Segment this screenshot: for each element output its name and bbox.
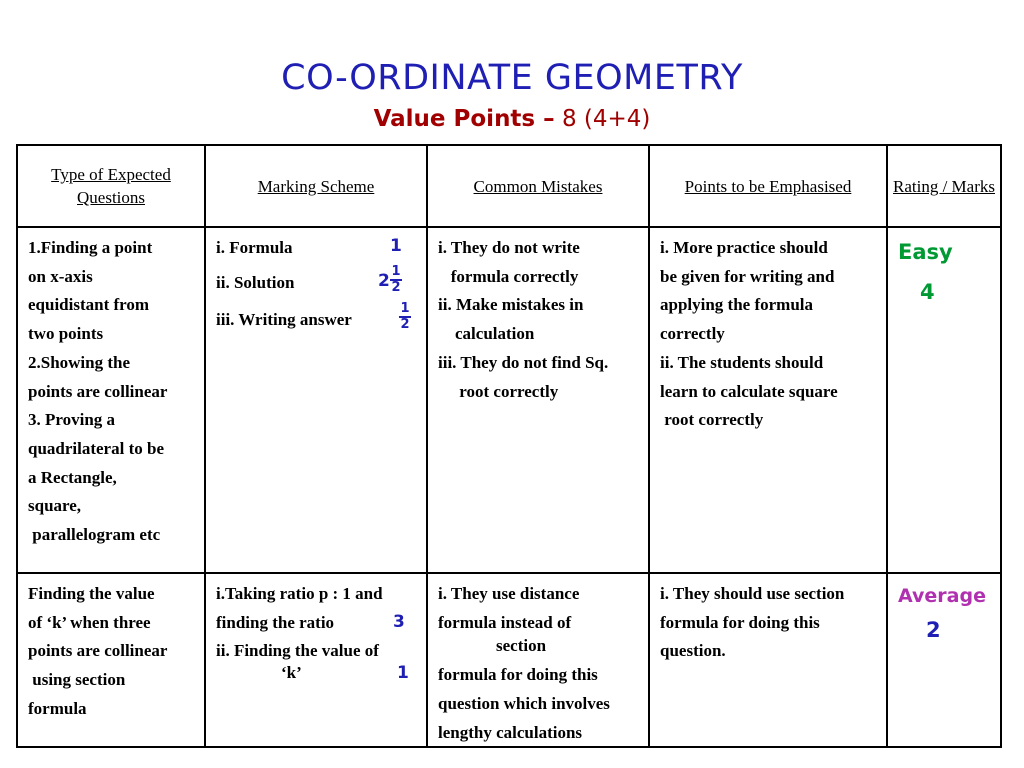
mistake-line: iii. They do not find Sq. <box>438 353 609 372</box>
fraction-denominator: 2 <box>400 317 410 332</box>
scheme-line: i.Taking ratio p : 1 and <box>216 584 383 603</box>
header-marking-scheme: Marking Scheme <box>205 145 427 227</box>
question-line: square, <box>28 496 82 515</box>
scheme-mark-whole: 2 <box>378 271 390 291</box>
scheme-mark: 1 <box>390 236 402 256</box>
table-row <box>17 227 1001 573</box>
question-line: formula <box>28 699 87 718</box>
question-line: points are collinear <box>28 382 168 401</box>
mistake-line: formula for doing this <box>438 665 598 684</box>
header-questions: Type of Expected Questions <box>17 145 205 227</box>
mistake-line: i. They do not write <box>438 238 580 257</box>
rating-marks: 4 <box>920 280 935 304</box>
mistake-line: lengthy calculations <box>438 723 583 742</box>
scheme-mark-fraction <box>399 303 411 331</box>
page-title: CO-ORDINATE GEOMETRY <box>281 58 743 98</box>
mistake-line: question which involves <box>438 694 610 713</box>
scheme-line: iii. Writing answer <box>216 310 352 329</box>
value-points-value: 8 (4+4) <box>561 106 651 132</box>
page-subtitle <box>0 106 1024 132</box>
fraction-numerator: 1 <box>400 301 410 316</box>
question-line: equidistant from <box>28 295 150 314</box>
rating-level: Easy <box>898 240 953 264</box>
mistake-line: calculation <box>438 324 535 343</box>
scheme-line: finding the ratio <box>216 613 335 632</box>
emphasis-line: ii. The students should <box>660 353 824 372</box>
mistake-line: root correctly <box>438 382 559 401</box>
question-line: quadrilateral to be <box>28 439 164 458</box>
scheme-line: ii. Finding the value of <box>216 641 379 660</box>
question-line: on x-axis <box>28 267 93 286</box>
questions-cell <box>18 228 204 572</box>
header-points-emphasised: Points to be Emphasised <box>649 145 887 227</box>
rating-marks: 2 <box>926 618 941 642</box>
question-line: 2.Showing the <box>28 353 131 372</box>
rating-cell <box>888 574 1000 746</box>
emphasis-line: be given for writing and <box>660 267 835 286</box>
points-emphasised-cell <box>650 228 886 572</box>
question-line: two points <box>28 324 104 343</box>
question-line: using section <box>28 670 126 689</box>
scheme-line: ii. Solution <box>216 273 295 292</box>
emphasis-line: i. More practice should <box>660 238 828 257</box>
scheme-line: ‘k’ <box>281 663 302 682</box>
scheme-mark: 3 <box>393 612 405 632</box>
question-line: 1.Finding a point <box>28 238 153 257</box>
question-line: parallelogram etc <box>28 525 161 544</box>
emphasis-line: question. <box>660 641 726 660</box>
emphasis-line: formula for doing this <box>660 613 820 632</box>
mistake-line: ii. Make mistakes in <box>438 295 584 314</box>
scheme-line: i. Formula <box>216 238 293 257</box>
marking-scheme-cell <box>206 574 426 746</box>
rating-cell <box>888 228 1000 572</box>
question-line: a Rectangle, <box>28 468 117 487</box>
question-line: 3. Proving a <box>28 410 116 429</box>
header-common-mistakes: Common Mistakes <box>427 145 649 227</box>
emphasis-line: root correctly <box>660 410 764 429</box>
rating-level: Average <box>898 585 986 607</box>
emphasis-line: learn to calculate square <box>660 382 838 401</box>
fraction-denominator: 2 <box>391 280 401 295</box>
points-emphasised-cell <box>650 574 886 746</box>
common-mistakes-cell <box>428 228 648 572</box>
mistake-line: i. They use distance <box>438 584 580 603</box>
scheme-mark: 1 <box>397 663 409 683</box>
value-points-label: Value Points – <box>373 106 555 132</box>
scheme-mark-fraction <box>390 266 402 294</box>
questions-cell <box>18 574 204 746</box>
table-row <box>17 573 1001 747</box>
mistake-line: section <box>496 636 547 655</box>
header-row <box>17 145 1001 227</box>
emphasis-line: correctly <box>660 324 725 343</box>
fraction-numerator: 1 <box>391 264 401 279</box>
header-rating: Rating / Marks <box>887 145 1001 227</box>
emphasis-line: applying the formula <box>660 295 814 314</box>
question-line: of ‘k’ when three <box>28 613 151 632</box>
marking-scheme-cell <box>206 228 426 572</box>
emphasis-line: i. They should use section <box>660 584 845 603</box>
question-line: Finding the value <box>28 584 155 603</box>
common-mistakes-cell <box>428 574 648 746</box>
question-line: points are collinear <box>28 641 168 660</box>
mistake-line: formula correctly <box>438 267 579 286</box>
mistake-line: formula instead of <box>438 613 572 632</box>
marking-table <box>16 144 1002 748</box>
